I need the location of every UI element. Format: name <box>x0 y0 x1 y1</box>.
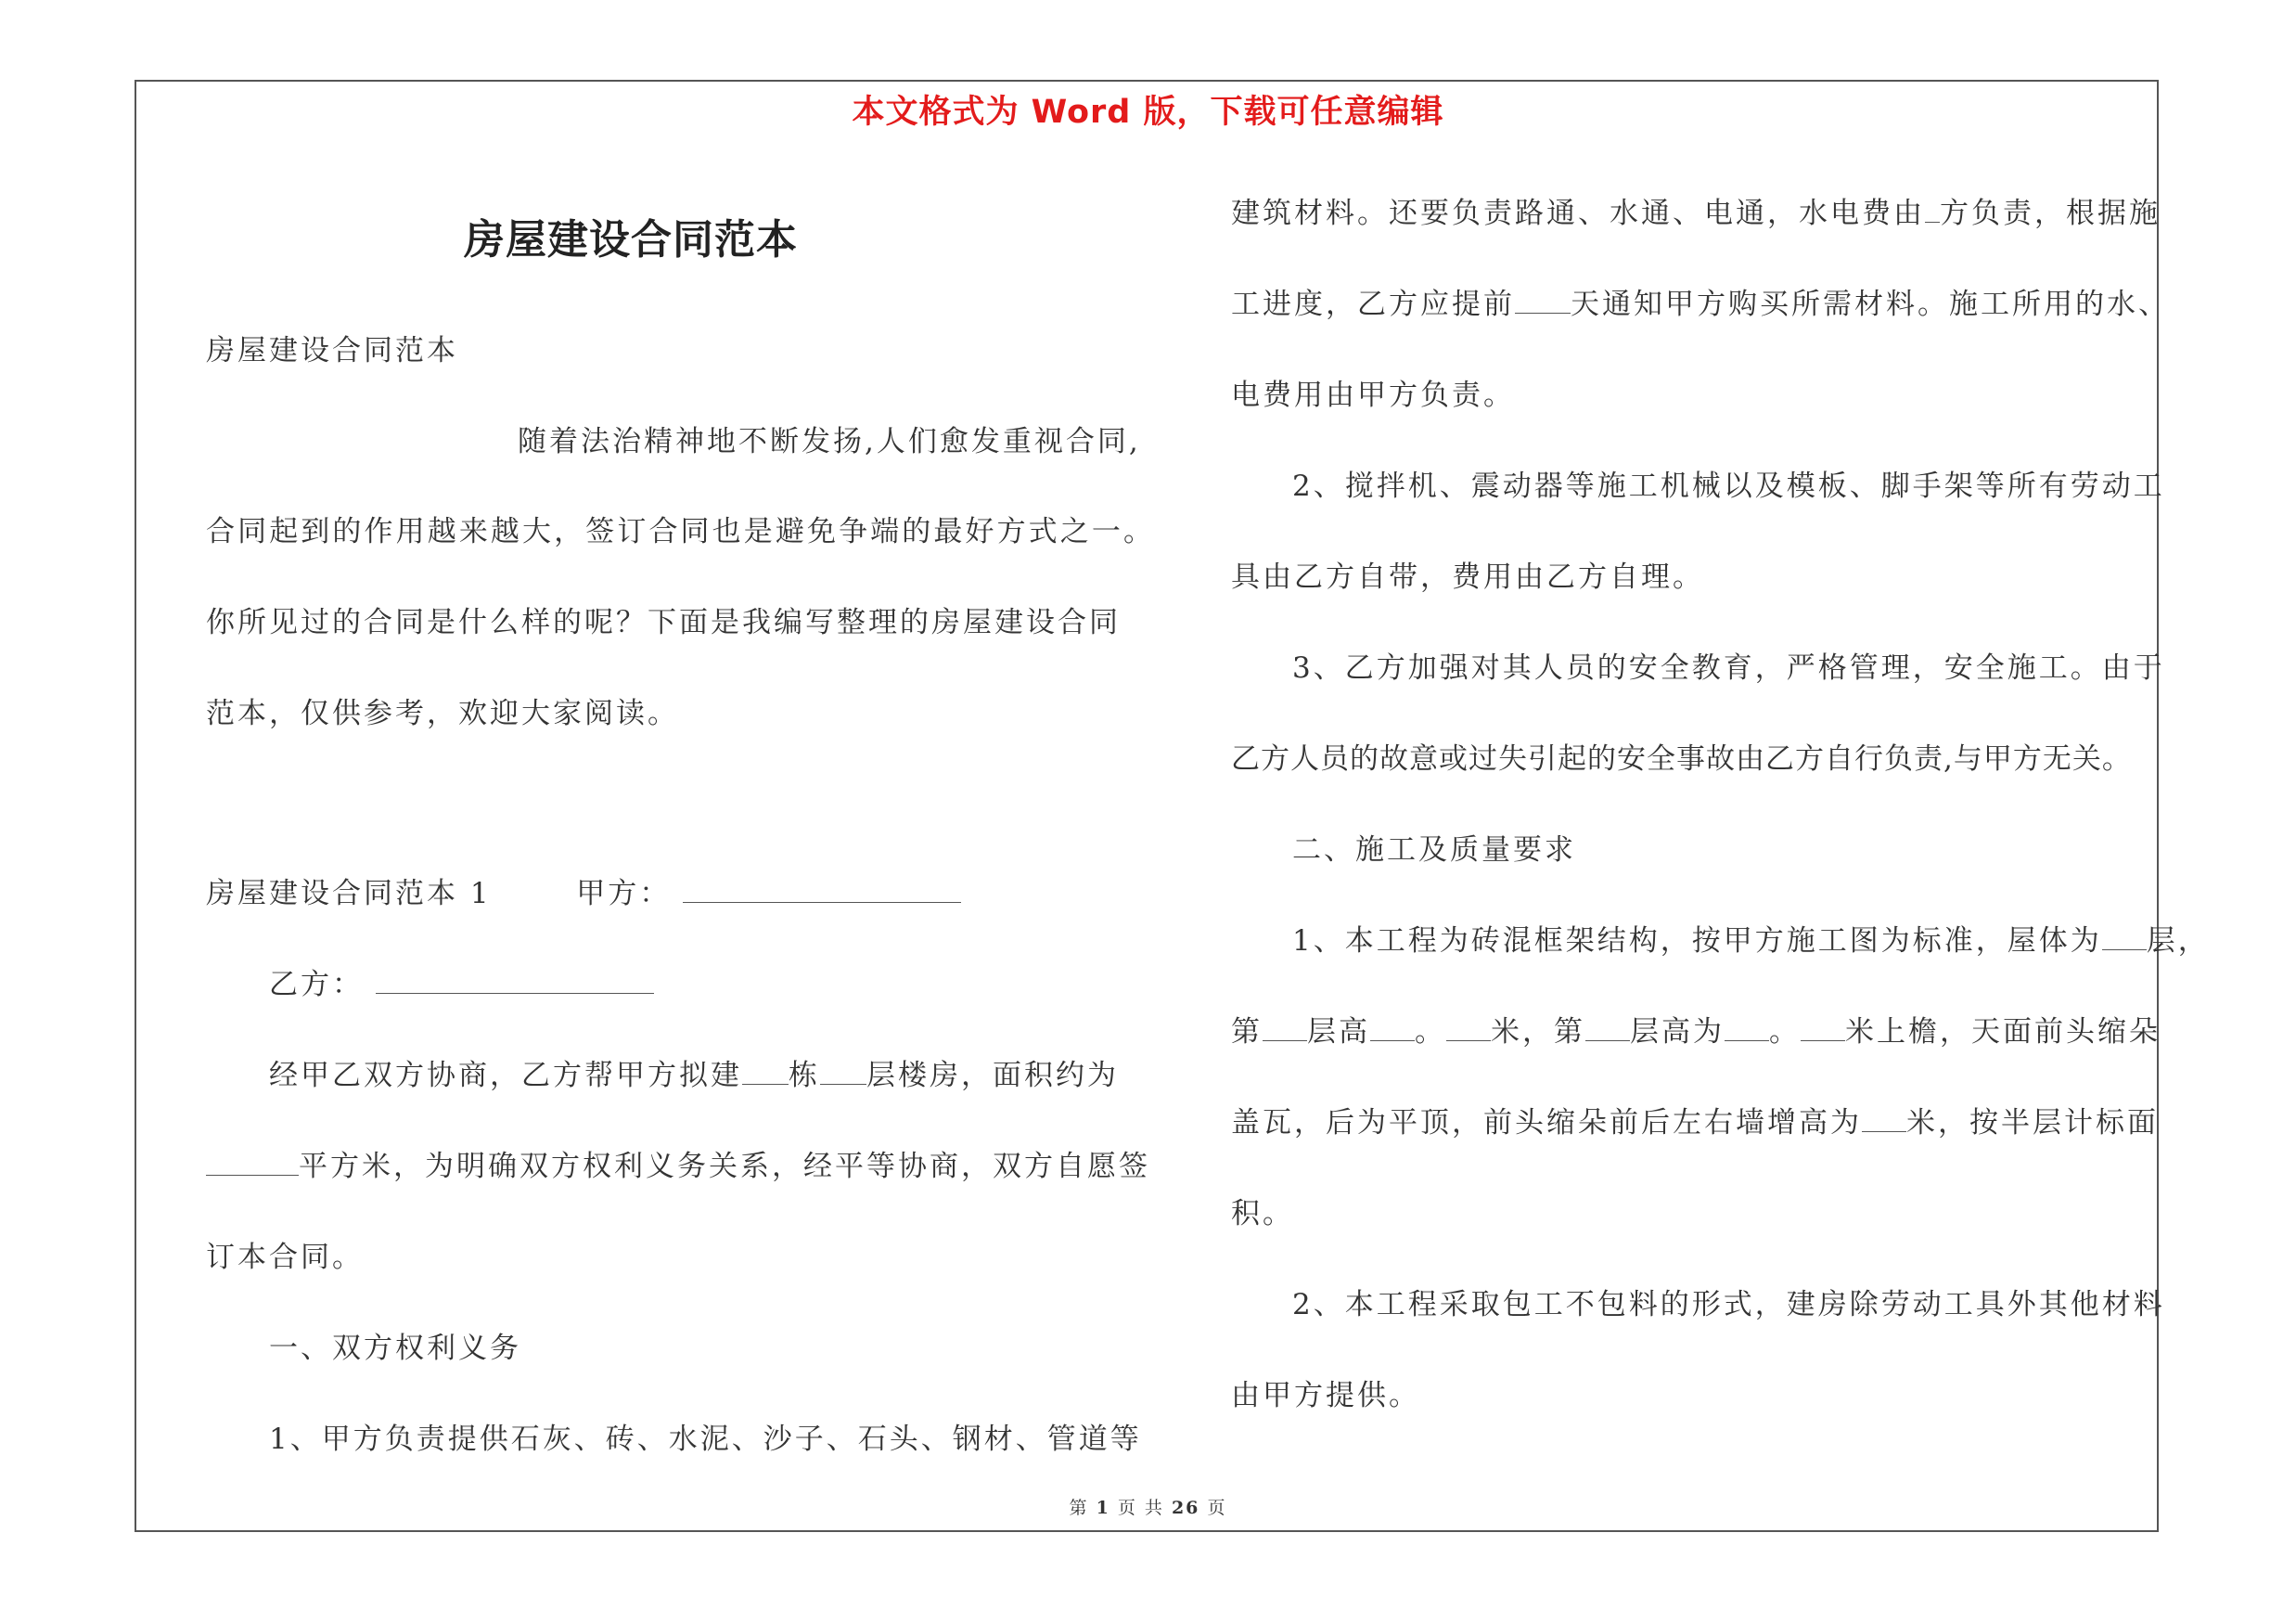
right-text-9d: 米，第 <box>1491 1015 1585 1049</box>
sample-heading-row <box>206 875 961 912</box>
area-blank <box>206 1149 299 1176</box>
right-line-3: 电费用由甲方负责。 <box>1231 379 1515 412</box>
party-b-label: 乙方： <box>269 968 364 1001</box>
agreement-text-c: 层楼房，面积约为 <box>866 1059 1119 1092</box>
right-line-9 <box>1231 1013 2161 1050</box>
right-text-1a: 建筑材料。还要负责路通、水通、电通，水电费由 <box>1231 197 1925 230</box>
right-line-2 <box>1231 286 2170 323</box>
party-b-blank <box>376 967 654 994</box>
right-text-10b: 米，按半层计标面 <box>1906 1106 2159 1140</box>
current-page: 1 <box>1096 1498 1110 1518</box>
floor-no-blank-2 <box>1585 1014 1630 1041</box>
party-a-blank <box>683 876 961 903</box>
right-text-2a: 工进度，乙方应提前 <box>1231 288 1515 321</box>
right-text-9a: 第 <box>1231 1015 1263 1049</box>
right-line-6: 3、乙方加强对其人员的安全教育，严格管理，安全施工。由于 <box>1292 651 2165 685</box>
intro-line-1: 随着法治精神地不断发扬,人们愈发重视合同, <box>518 425 1141 458</box>
height-blank-2 <box>1725 1014 1769 1041</box>
right-line-12: 2、本工程采取包工不包料的形式，建房除劳动工具外其他材料 <box>1292 1288 2165 1321</box>
agreement-text-a: 经甲乙双方协商，乙方帮甲方拟建 <box>269 1059 742 1092</box>
left-subtitle: 房屋建设合同范本 <box>206 334 458 367</box>
storeys-blank <box>2102 923 2147 950</box>
right-text-8b: 层， <box>2146 924 2210 958</box>
intro-line-2: 合同起到的作用越来越大，签订合同也是避免争端的最好方式之一。 <box>206 515 1152 548</box>
item-1-line: 1、甲方负责提供石灰、砖、水泥、沙子、石头、钢材、管道等 <box>269 1423 1142 1456</box>
right-text-9g: 米上檐，天面前头缩朵 <box>1845 1015 2161 1049</box>
party-a-label: 甲方： <box>576 877 672 910</box>
right-line-5: 具由乙方自带，费用由乙方自理。 <box>1231 560 1704 594</box>
height-blank-1 <box>1370 1014 1415 1041</box>
wall-height-blank <box>1862 1105 1906 1132</box>
right-text-10a: 盖瓦，后为平顶，前头缩朵前后左右墙增高为 <box>1231 1106 1862 1140</box>
right-text-8a: 1、本工程为砖混框架结构，按甲方施工图为标准，屋体为 <box>1292 924 2102 958</box>
section-heading-2: 二、施工及质量要求 <box>1292 833 1576 867</box>
right-line-8 <box>1292 922 2210 960</box>
buildings-blank <box>742 1058 789 1085</box>
floors-blank <box>820 1058 866 1085</box>
notice-days-blank <box>1515 287 1571 314</box>
right-line-13: 由甲方提供。 <box>1231 1379 1420 1412</box>
right-text-2b: 天通知甲方购买所需材料。施工所用的水、 <box>1571 288 2170 321</box>
right-text-9e: 层高为 <box>1630 1015 1725 1049</box>
document-title: 房屋建设合同范本 <box>464 216 798 264</box>
agreement-text-b: 栋 <box>789 1059 820 1092</box>
right-line-7: 乙方人员的故意或过失引起的安全事故由乙方自行负责,与甲方无关。 <box>1231 742 2132 776</box>
right-text-9c: 。 <box>1415 1015 1446 1049</box>
footer-prefix: 第 <box>1069 1498 1089 1518</box>
agreement-text-d: 平方米，为明确双方权利义务关系，经平等协商，双方自愿签 <box>299 1150 1150 1183</box>
agreement-line-2 <box>206 1148 1150 1185</box>
right-line-1 <box>1231 195 2161 232</box>
page-number-footer <box>0 1494 2296 1519</box>
right-line-4: 2、搅拌机、震动器等施工机械以及模板、脚手架等所有劳动工 <box>1292 470 2165 503</box>
right-text-9f: 。 <box>1769 1015 1801 1049</box>
footer-mid: 页 共 <box>1117 1498 1164 1518</box>
agreement-line-3: 订本合同。 <box>206 1241 364 1274</box>
right-text-1b: 方负责，根据施 <box>1940 197 2161 230</box>
right-text-9b: 层高 <box>1307 1015 1370 1049</box>
floor-no-blank-1 <box>1263 1014 1307 1041</box>
utility-party-blank <box>1925 196 1940 223</box>
height-decimal-blank-2 <box>1801 1014 1845 1041</box>
word-format-banner: 本文格式为 Word 版，下载可任意编辑 <box>852 94 1444 131</box>
right-line-11: 积。 <box>1231 1197 1294 1230</box>
height-decimal-blank-1 <box>1446 1014 1491 1041</box>
right-line-10 <box>1231 1104 2159 1141</box>
section-heading-1: 一、双方权利义务 <box>269 1332 521 1365</box>
sample-label: 房屋建设合同范本 1 <box>206 877 492 910</box>
intro-line-3: 你所见过的合同是什么样的呢？下面是我编写整理的房屋建设合同 <box>206 606 1121 639</box>
party-b-row <box>269 966 654 1003</box>
intro-line-4: 范本，仅供参考，欢迎大家阅读。 <box>206 697 679 730</box>
footer-suffix: 页 <box>1207 1498 1227 1518</box>
agreement-line-1 <box>269 1057 1119 1094</box>
total-pages: 26 <box>1171 1498 1200 1518</box>
